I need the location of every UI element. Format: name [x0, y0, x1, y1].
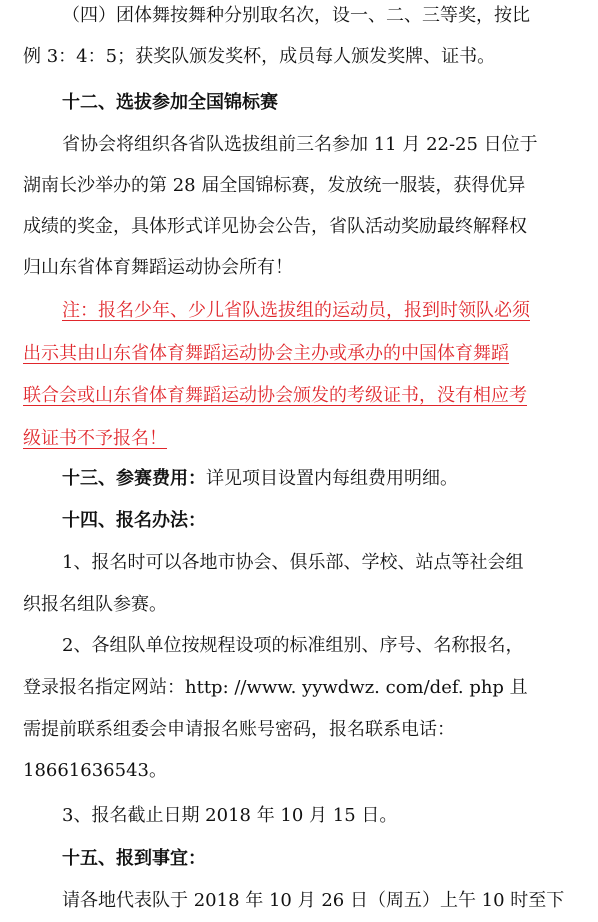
section-14-item-2-line: 需提前联系组委会申请报名账号密码，报名联系电话：	[23, 719, 455, 740]
section-15-line: 请各地代表队于 2018 年 10 月 26 日（周五）上午 10 时至下	[62, 890, 565, 911]
section-14-item-3: 3、报名截止日期 2018 年 10 月 15 日。	[62, 805, 398, 826]
section-13-heading: 十三、参赛费用：	[62, 468, 206, 489]
award-rule-line-1: （四）团体舞按舞种分别取名次，设一、二、三等奖，按比	[62, 5, 530, 26]
section-14-item-2-line: 登录报名指定网站：http: //www. yywdwz. com/def. php 且	[23, 677, 528, 698]
registration-note-line: 联合会或山东省体育舞蹈运动协会颁发的考级证书，没有相应考	[23, 385, 527, 406]
section-14-heading: 十四、报名办法：	[62, 510, 206, 531]
registration-note-line: 级证书不予报名！	[23, 428, 167, 449]
registration-note-line: 出示其由山东省体育舞蹈运动协会主办或承办的中国体育舞蹈	[23, 343, 509, 364]
section-12-paragraph-line: 湖南长沙举办的第 28 届全国锦标赛，发放统一服装，获得优异	[23, 175, 526, 196]
section-14-item-1-line: 织报名组队参赛。	[23, 594, 167, 615]
contact-phone: 18661636543。	[23, 760, 167, 781]
section-12-paragraph-line: 归山东省体育舞蹈运动协会所有！	[23, 257, 293, 278]
section-12-heading: 十二、选拔参加全国锦标赛	[62, 92, 278, 113]
section-12-paragraph-line: 省协会将组织各省队选拔组前三名参加 11 月 22-25 日位于	[62, 134, 538, 155]
section-12-paragraph-line: 成绩的奖金，具体形式详见协会公告，省队活动奖励最终解释权	[23, 216, 527, 237]
section-13-text: 详见项目设置内每组费用明细。	[206, 468, 458, 489]
section-13-row	[62, 465, 582, 493]
section-14-item-1-line: 1、报名时可以各地市协会、俱乐部、学校、站点等社会组	[62, 552, 524, 573]
section-15-heading: 十五、报到事宜：	[62, 848, 206, 869]
registration-note-line: 注：报名少年、少儿省队选拔组的运动员，报到时领队必须	[62, 300, 530, 321]
section-14-item-2-line: 2、各组队单位按规程设项的标准组别、序号、名称报名，	[62, 635, 524, 656]
award-rule-line-2: 例 3：4：5；获奖队颁发奖杯，成员每人颁发奖牌、证书。	[23, 46, 496, 67]
